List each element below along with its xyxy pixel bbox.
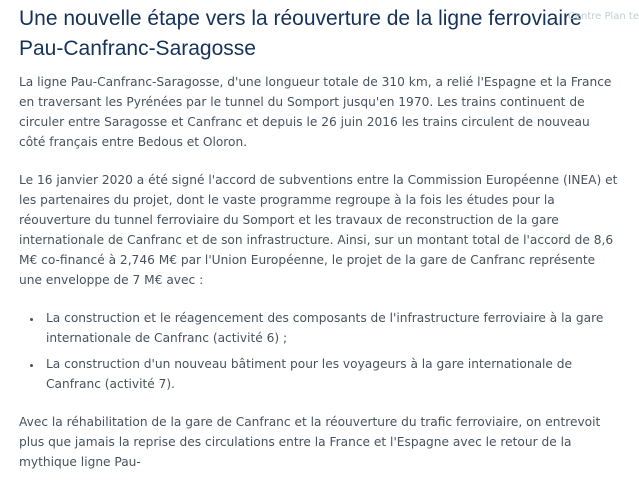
article-paragraph-conclusion: Avec la réhabilitation de la gare de Canfranc et la réouverture du trafic ferroviaire, on entrevoit plus que jamais la reprise des circulations entre la France et l'Espagne avec le retour de la mythique ligne Pau- — [19, 415, 601, 469]
list-item: • La construction et le réagencement des composants de l'infrastructure ferroviaire à la gare internationale de Canfranc (activité 6) ; — [43, 308, 619, 348]
activities-list — [19, 308, 619, 394]
list-item: • La construction d'un nouveau bâtiment pour les voyageurs à la gare internationale de Canfranc (activité 7). — [43, 354, 619, 394]
page-title: Une nouvelle étape vers la réouverture de la ligne ferroviaire Pau-Canfranc-Saragosse — [19, 7, 582, 60]
article-paragraph-agreement: Le 16 janvier 2020 a été signé l'accord de subventions entre la Commission Européenne (INEA) et les partenaires du projet, dont le vaste programme regroupe à la fois les études pour la réouverture du tunnel ferroviaire du Somport et les travaux de reconstruction de la gare internationale de Canfranc et de son infrastructure. Ainsi, sur un montant total de l'accord de 8,6 M€ co-financé à 2,746 M€ par l'Union Européenne, le projet de la gare de Canfranc représente une enveloppe de 7 M€ avec : — [19, 173, 618, 287]
article-paragraph-intro: La ligne Pau-Canfranc-Saragosse, d'une longueur totale de 310 km, a relié l'Espagne et la France en traversant les Pyrénées par le tunnel du Somport jusqu'en 1970. Les trains continuent de circuler entre Saragosse et Canfranc et depuis le 26 juin 2016 les trains circulent de nouveau côté français entre Bedous et Oloron. — [19, 75, 612, 149]
corner-link[interactable]: Centre Plan te — [567, 11, 639, 22]
article-body — [19, 72, 619, 490]
